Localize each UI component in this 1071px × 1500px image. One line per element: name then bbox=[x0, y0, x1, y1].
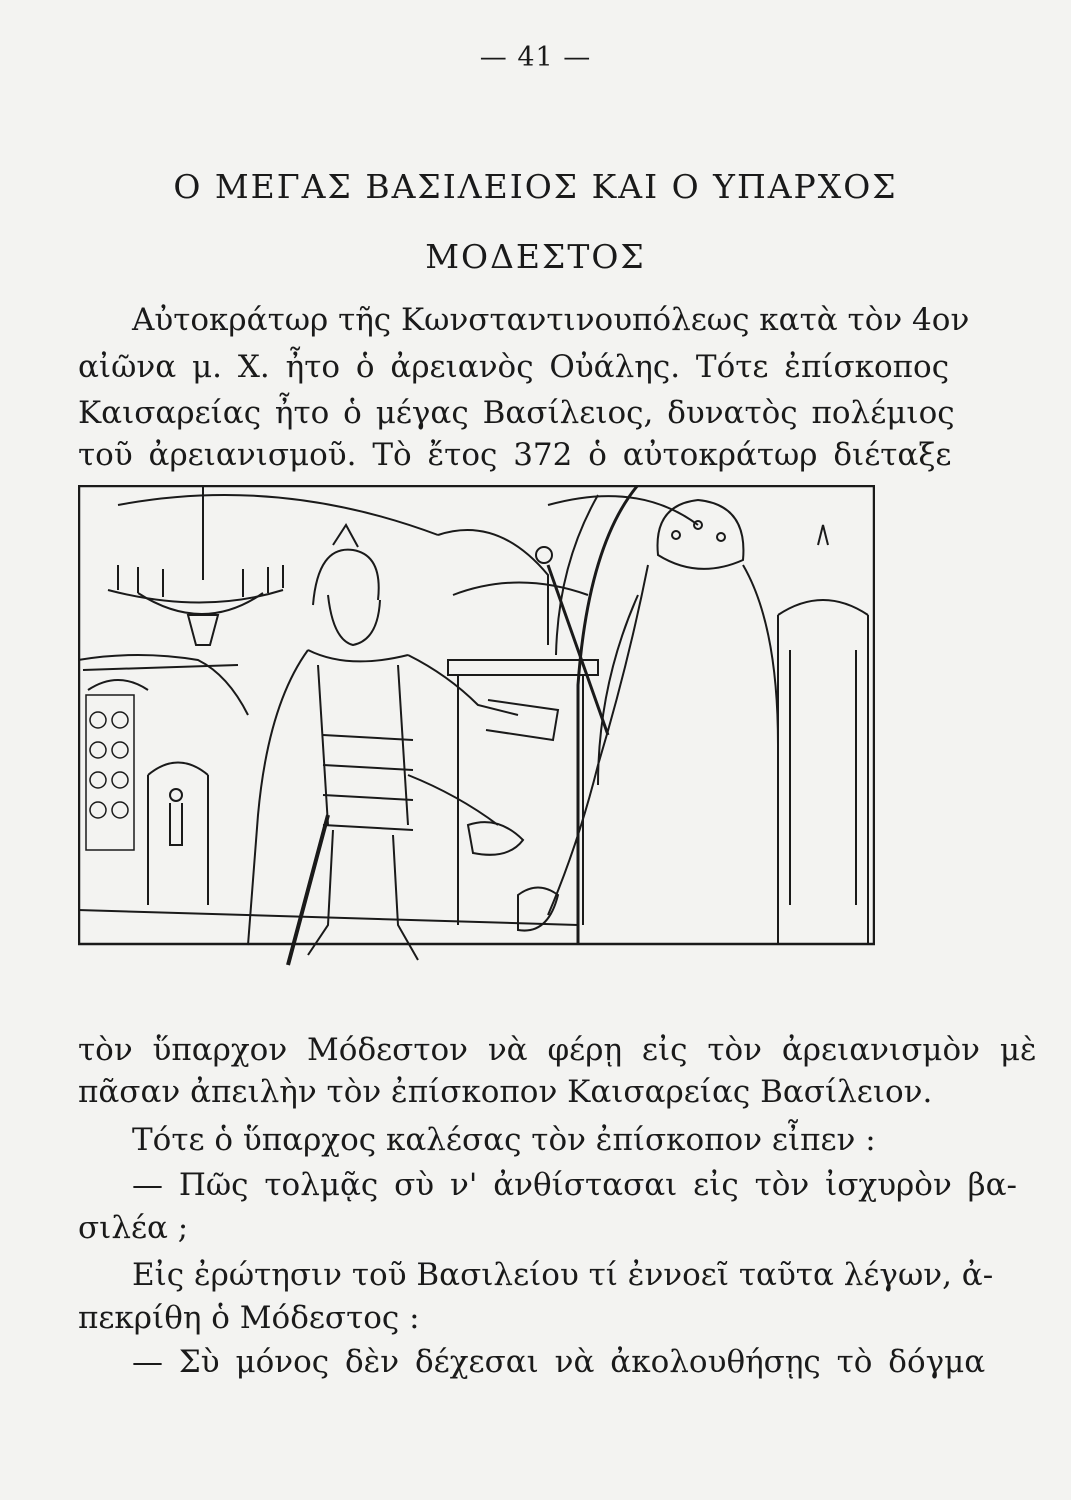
paragraph-1-line: Αὐτοκράτωρ τῆς Κωνσταντινουπόλεως κατὰ τὸν 4ον bbox=[132, 302, 970, 338]
paragraph-2-line: σιλέα ; bbox=[78, 1210, 189, 1246]
paragraph-2-line: πεκρίθη ὁ Μόδεστος : bbox=[78, 1300, 420, 1336]
paragraph-2-line: Εἰς ἐρώτησιν τοῦ Βασιλείου τί ἐννοεῖ ταῦτα λέγων, ἀ- bbox=[132, 1257, 994, 1293]
page-title-line-2: ΜΟΔΕΣΤΟΣ bbox=[425, 237, 646, 277]
paragraph-1-line: Καισαρείας ἦτο ὁ μέγας Βασίλειος, δυνατὸς πολέμιος bbox=[78, 395, 955, 431]
paragraph-1-line: αἰῶνα μ. Χ. ἦτο ὁ ἀρειανὸς Οὐάλης. Τότε ἐπίσκοπος bbox=[78, 349, 950, 385]
throne-icon bbox=[778, 525, 868, 945]
mitre-icon bbox=[658, 500, 744, 569]
column-icon bbox=[448, 583, 598, 926]
chandelier-icon bbox=[108, 485, 283, 645]
paragraph-2-line: — Πῶς τολμᾷς σὺ ν' ἀνθίστασαι εἰς τὸν ἰσχυρὸν βα- bbox=[132, 1167, 1017, 1203]
window-icon bbox=[86, 695, 134, 850]
page-number: — 41 — bbox=[479, 42, 592, 73]
scroll-icon bbox=[468, 822, 523, 855]
paragraph-1-line: τοῦ ἀρειανισμοῦ. Τὸ ἔτος 372 ὁ αὐτοκράτωρ διέταξε bbox=[78, 437, 952, 473]
bishop-figure bbox=[518, 500, 778, 945]
paragraph-2-line: πᾶσαν ἀπειλὴν τὸν ἐπίσκοπον Καισαρείας Βασίλειον. bbox=[78, 1074, 933, 1110]
paragraph-2-line: τὸν ὕπαρχον Μόδεστον νὰ φέρῃ εἰς τὸν ἀρειανισμὸν μὲ bbox=[78, 1032, 1037, 1068]
paragraph-2-line: — Σὺ μόνος δὲν δέχεσαι νὰ ἀκολουθήσῃς τὸ δόγμα bbox=[132, 1344, 986, 1380]
illustration-frame bbox=[79, 486, 874, 944]
soldier-figure bbox=[248, 525, 558, 965]
page-title-line-1: Ο ΜΕΓΑΣ ΒΑΣΙΛΕΙΟΣ ΚΑΙ Ο ΥΠΑΡΧΟΣ bbox=[173, 167, 898, 207]
palace-scene-illustration bbox=[78, 485, 875, 985]
paragraph-2-line: Τότε ὁ ὕπαρχος καλέσας τὸν ἐπίσκοπον εἶπεν : bbox=[132, 1122, 876, 1158]
